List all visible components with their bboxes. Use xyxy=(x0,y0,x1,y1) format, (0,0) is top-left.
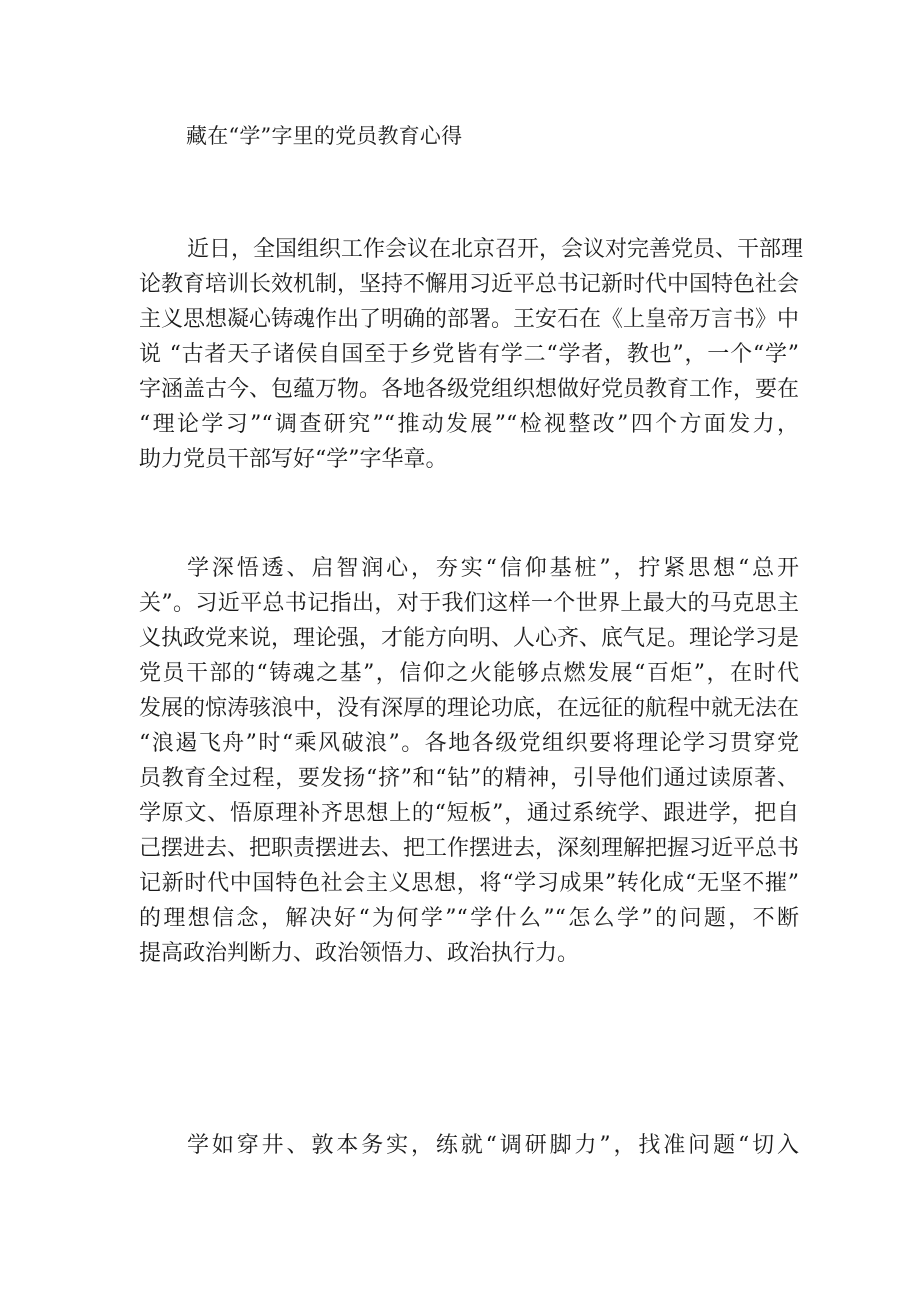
text-line: 主义思想凝心铸魂作出了明确的部署。王安石在《上皇帝万言书》中 xyxy=(139,307,800,332)
paragraph-research xyxy=(139,1128,799,1163)
text-line: 记新时代中国特色社会主义思想，将“学习成果”转化成“无坚不摧” xyxy=(139,871,799,896)
text-line: 关”。习近平总书记指出，对于我们这样一个世界上最大的马克思主 xyxy=(139,591,799,616)
text-line: 义执政党来说，理论强，才能方向明、人心齐、底气足。理论学习是 xyxy=(139,626,800,651)
text-line: 提高政治判断力、政治领悟力、政治执行力。 xyxy=(139,941,580,966)
text-line: 学原文、悟原理补齐思想上的“短板”，通过系统学、跟进学，把自 xyxy=(139,801,799,826)
paragraph-theory-study xyxy=(139,551,799,971)
text-line: 的理想信念，解决好“为何学”“学什么”“怎么学”的问题，不断 xyxy=(139,906,799,931)
text-line: 学如穿井、敦本务实，练就“调研脚力”，找准问题“切入 xyxy=(187,1133,799,1158)
text-line: 员教育全过程，要发扬“挤”和“钻”的精神，引导他们通过读原著、 xyxy=(139,766,799,791)
text-line: 党员干部的“铸魂之基”，信仰之火能够点燃发展“百炬”，在时代 xyxy=(139,661,799,686)
text-line: 字涵盖古今、包蕴万物。各地各级党组织想做好党员教育工作，要在 xyxy=(139,377,800,402)
document-title: 藏在“学”字里的党员教育心得 xyxy=(186,124,463,148)
paragraph-intro xyxy=(139,232,804,477)
text-line: 学深悟透、启智润心，夯实“信仰基桩”，拧紧思想“总开 xyxy=(187,556,799,581)
text-line: 发展的惊涛骇浪中，没有深厚的理论功底，在远征的航程中就无法在 xyxy=(139,696,800,721)
text-line: 论教育培训长效机制，坚持不懈用习近平总书记新时代中国特色社会 xyxy=(139,272,800,297)
text-line: 近日，全国组织工作会议在北京召开，会议对完善党员、干部理 xyxy=(187,237,804,262)
text-line: 说 “古者天子诸侯自国至于乡党皆有学二“学者，教也”，一个“学” xyxy=(139,342,799,367)
text-line: “理论学习”“调查研究”“推动发展”“检视整改”四个方面发力， xyxy=(139,412,799,437)
text-line: 助力党员干部写好“学”字华章。 xyxy=(139,447,448,472)
text-line: “浪遏飞舟”时“乘风破浪”。各地各级党组织要将理论学习贯穿党 xyxy=(139,731,799,756)
text-line: 己摆进去、把职责摆进去、把工作摆进去，深刻理解把握习近平总书 xyxy=(139,836,800,861)
